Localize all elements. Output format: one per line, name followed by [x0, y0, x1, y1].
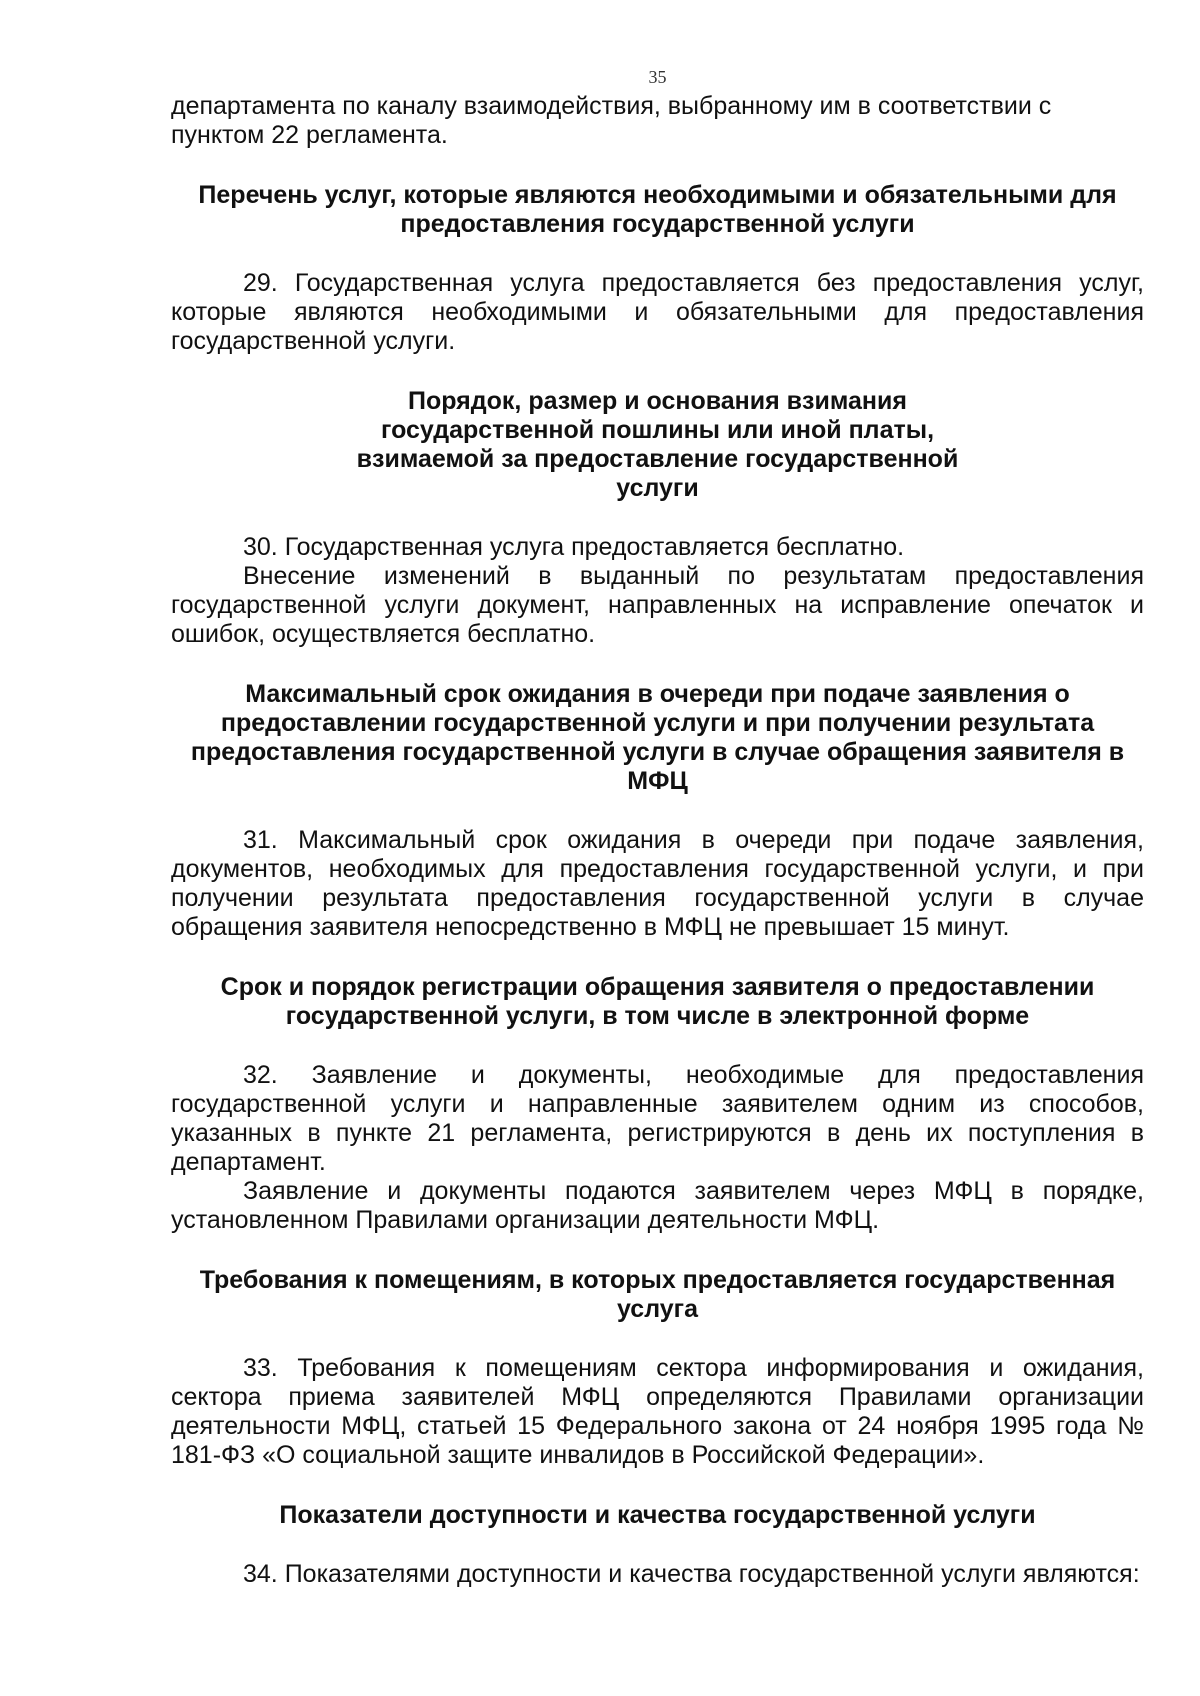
paragraph-32-continuation: Заявление и документы подаются заявителем через МФЦ в порядке, установленном Правилами организации деятельности МФЦ. [171, 1177, 1144, 1234]
paragraph-30-continuation: Внесение изменений в выданный по результатам предоставления государственной услуги документ, направленных на исправление опечаток и ошибок, осуществляется бесплатно. [171, 562, 1144, 648]
paragraph-32: 32. Заявление и документы, необходимые для предоставления государственной услуги и направленные заявителем одним из способов, указанных в пункте 21 регламента, регистрируются в день их поступления в департамент. [171, 1061, 1144, 1176]
paragraph-33: 33. Требования к помещениям сектора информирования и ожидания, сектора приема заявителей МФЦ определяются Правилами организации деятельности МФЦ, статьей 15 Федерального закона от 24 ноября 1995 года № 181-ФЗ «О социальной защите инвалидов в Российской Федерации». [171, 1354, 1144, 1469]
section-heading-quality-indicators: Показатели доступности и качества государственной услуги [279, 1501, 1036, 1529]
page-number: 35 [648, 67, 667, 87]
section-heading-queue-time: Максимальный срок ожидания в очереди при подаче заявления о предоставлении государственной услуги и при получении результата предоставления государственной услуги в случае обращения заявителя в МФЦ [190, 680, 1125, 795]
paragraph-29: 29. Государственная услуга предоставляется без предоставления услуг, которые являются необходимыми и обязательными для предоставления государственной услуги. [171, 269, 1144, 355]
paragraph-31: 31. Максимальный срок ожидания в очереди при подаче заявления, документов, необходимых для предоставления государственной услуги, и при получении результата предоставления государственной услуги в случае обращения заявителя непосредственно в МФЦ не превышает 15 минут. [171, 826, 1144, 941]
paragraph-34: 34. Показателями доступности и качества государственной услуги являются: [243, 1560, 1140, 1588]
section-heading-fees: Порядок, размер и основания взимания государственной пошлины или иной платы, взимаемой за предоставление государственной услуги [356, 387, 959, 502]
section-heading-registration: Срок и порядок регистрации обращения заявителя о предоставлении государственной услуги, в том числе в электронной форме [220, 973, 1095, 1030]
intro-paragraph: департамента по каналу взаимодействия, выбранному им в соответствии с пунктом 22 регламента. [171, 92, 1052, 149]
section-heading-services-list: Перечень услуг, которые являются необходимыми и обязательными для предоставления государственной услуги [198, 181, 1117, 238]
document-page [171, 66, 1144, 1589]
section-heading-premises: Требования к помещениям, в которых предоставляется государственная услуга [199, 1266, 1116, 1323]
paragraph-30: 30. Государственная услуга предоставляется бесплатно. [243, 533, 905, 561]
